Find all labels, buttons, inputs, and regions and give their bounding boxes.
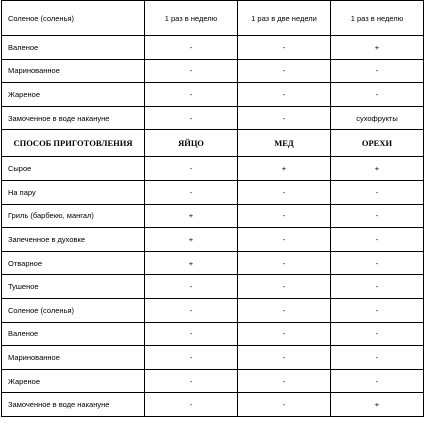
method-cell: Сырое — [2, 157, 145, 181]
table-row — [2, 59, 424, 83]
value-cell: - — [331, 346, 424, 370]
value-cell: - — [145, 36, 238, 60]
value-cell: - — [238, 59, 331, 83]
value-cell: + — [331, 36, 424, 60]
method-cell: Жареное — [2, 369, 145, 393]
method-cell: Гриль (барбекю, мангал) — [2, 204, 145, 228]
value-cell: + — [145, 251, 238, 275]
value-cell: - — [331, 369, 424, 393]
value-cell: - — [145, 322, 238, 346]
value-cell: - — [238, 393, 331, 417]
method-cell: Замоченное в воде накануне — [2, 393, 145, 417]
value-cell: + — [331, 157, 424, 181]
value-cell: - — [145, 157, 238, 181]
column-header-egg: ЯЙЦО — [145, 130, 238, 157]
method-cell: Жареное — [2, 83, 145, 107]
table-row — [2, 180, 424, 204]
value-cell: сухофрукты — [331, 106, 424, 130]
method-cell: Валеное — [2, 322, 145, 346]
value-cell: - — [238, 83, 331, 107]
value-cell: + — [145, 204, 238, 228]
table-row — [2, 83, 424, 107]
frequency-header: 1 раз в неделю — [331, 1, 424, 36]
column-header-honey: МЕД — [238, 130, 331, 157]
value-cell: - — [238, 180, 331, 204]
value-cell: - — [331, 204, 424, 228]
cooking-method-table — [1, 0, 424, 417]
value-cell: - — [331, 275, 424, 299]
table-row — [2, 157, 424, 181]
table-row — [2, 346, 424, 370]
value-cell: - — [145, 275, 238, 299]
value-cell: - — [145, 369, 238, 393]
table-row — [2, 204, 424, 228]
table-row — [2, 393, 424, 417]
value-cell: - — [145, 180, 238, 204]
value-cell: - — [331, 322, 424, 346]
table-row — [2, 369, 424, 393]
value-cell: - — [238, 322, 331, 346]
frequency-header: 1 раз в две недели — [238, 1, 331, 36]
section-header-row — [2, 130, 424, 157]
document-page — [1, 0, 423, 417]
method-cell: Тушеное — [2, 275, 145, 299]
value-cell: - — [238, 275, 331, 299]
value-cell: - — [238, 251, 331, 275]
value-cell: - — [238, 346, 331, 370]
table-row — [2, 36, 424, 60]
value-cell: + — [238, 157, 331, 181]
value-cell: - — [238, 369, 331, 393]
table-header-row — [2, 1, 424, 36]
value-cell: - — [145, 59, 238, 83]
value-cell: - — [331, 83, 424, 107]
method-cell: Маринованное — [2, 59, 145, 83]
method-cell: Маринованное — [2, 346, 145, 370]
value-cell: - — [238, 204, 331, 228]
method-cell: Валеное — [2, 36, 145, 60]
value-cell: - — [238, 36, 331, 60]
value-cell: + — [145, 228, 238, 252]
value-cell: - — [145, 298, 238, 322]
table-row — [2, 106, 424, 130]
value-cell: - — [331, 251, 424, 275]
value-cell: - — [238, 228, 331, 252]
frequency-header: 1 раз в неделю — [145, 1, 238, 36]
table-row — [2, 298, 424, 322]
method-cell: Отварное — [2, 251, 145, 275]
table-row — [2, 251, 424, 275]
table-row — [2, 322, 424, 346]
method-cell: Соленое (соленья) — [2, 1, 145, 36]
value-cell: - — [331, 298, 424, 322]
value-cell: - — [331, 59, 424, 83]
value-cell: - — [238, 298, 331, 322]
value-cell: - — [145, 83, 238, 107]
value-cell: - — [145, 106, 238, 130]
method-cell: На пару — [2, 180, 145, 204]
method-cell: Соленое (соленья) — [2, 298, 145, 322]
value-cell: - — [238, 106, 331, 130]
value-cell: - — [145, 393, 238, 417]
table-row — [2, 275, 424, 299]
column-header-nuts: ОРЕХИ — [331, 130, 424, 157]
method-column-header: СПОСОБ ПРИГОТОВЛЕНИЯ — [2, 130, 145, 157]
table-row — [2, 228, 424, 252]
method-cell: Запеченное в духовке — [2, 228, 145, 252]
value-cell: + — [331, 393, 424, 417]
value-cell: - — [331, 228, 424, 252]
value-cell: - — [145, 346, 238, 370]
value-cell: - — [331, 180, 424, 204]
method-cell: Замоченное в воде накануне — [2, 106, 145, 130]
